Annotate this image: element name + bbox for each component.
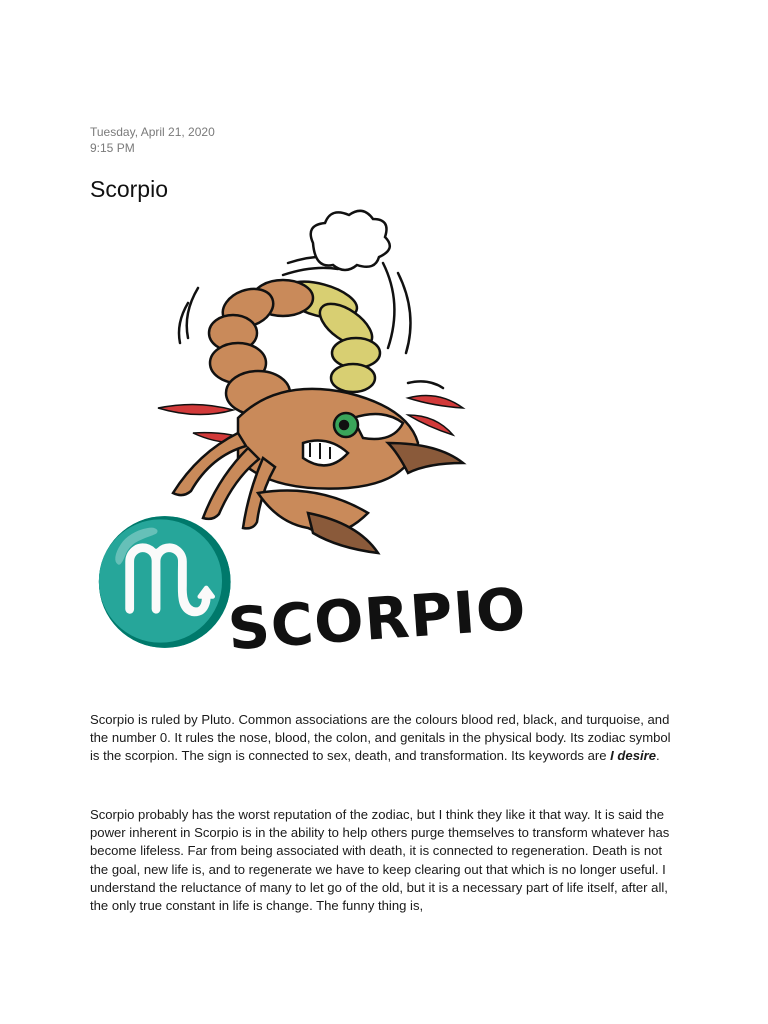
splash-cloud [311,211,390,270]
paragraph-text: Scorpio probably has the worst reputation of the zodiac, but I think they like it that way. It is said the power inherent in Scorpio is in the ability to help others purge themselves to transform whatever has become lifeless. Far from being associated with death, it is connected to regeneration. Death is not the goal, new life is, and to regenerate we have to keep clearing out that which is no longer useful. I understand the reluctance of many to let go of the old, but it is a necessary part of life itself, after all, the only true constant in life is change. The funny thing is, [90,807,670,914]
scorpio-glyph: ♏ [90,513,240,652]
paragraph-reputation [90,806,682,915]
scorpion-claw [258,491,378,554]
paragraph-rulership [90,711,682,766]
paragraph-end: . [656,748,660,764]
keyword-emphasis: I desire [610,748,657,764]
note-timestamp [90,124,215,156]
scorpio-lettering: SCORPIO [225,574,529,664]
scorpio-illustration [88,203,529,673]
note-time: 9:15 PM [90,141,135,155]
paragraph-text: Scorpio is ruled by Pluto. Common associations are the colours blood red, black, and turquoise, and the number 0. It rules the nose, blood, the colon, and genitals in the physical body. Its zodiac symbol is the scorpion. The sign is connected to sex, death, and transformation. Its keywords are [90,712,671,764]
page-title: Scorpio [90,176,168,202]
note-date: Tuesday, April 21, 2020 [90,125,215,139]
